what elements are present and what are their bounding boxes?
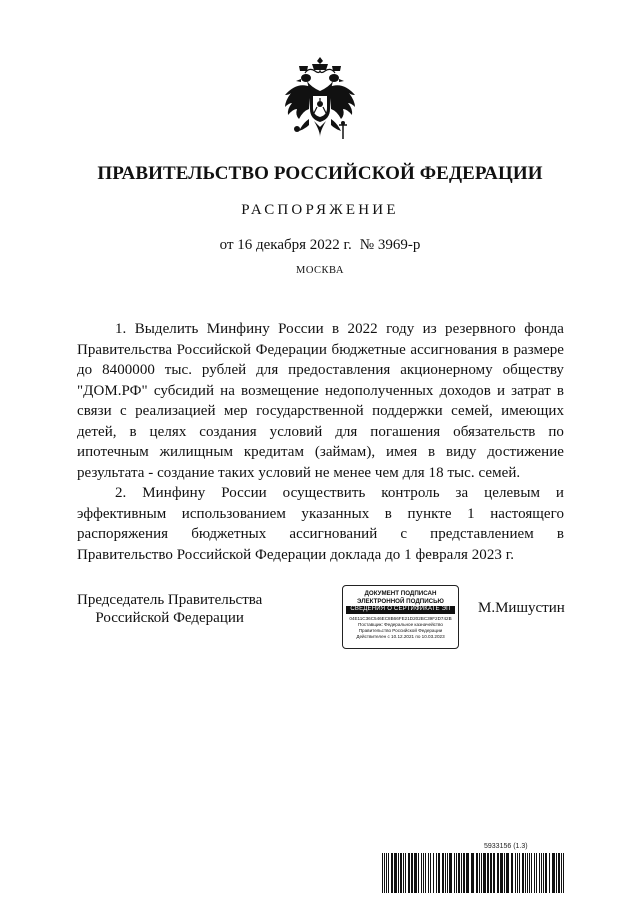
signatory-role-line1: Председатель Правительства (77, 592, 263, 608)
city: МОСКВА (296, 265, 344, 276)
signatory-role-line2: Российской Федерации (95, 610, 244, 626)
paragraph-2: 2. Минфину России осуществить контроль за целевым и эффективным использованием указанных в пункте 1 настоящего распоряжения бюджетных ассигнований с представлением в Правительство Российской Федерации доклада до 1 февраля 2023 г. (77, 485, 564, 563)
paragraph-1: 1. Выделить Минфину России в 2022 году из резервного фонда Правительства Российской Федерации бюджетные ассигнования в размере до 8400000 тыс. рублей для предоставления акционерному обществу "ДОМ.РФ" субсидий на возмещение недополученных доходов и затрат в связи с реализацией мер государственной поддержки семей, имеющих детей, в целях создания условий для погашения обязательств по ипотечным жилищным кредитам (займам), имея в виду достижение результата - создание таких условий не менее чем для 18 тыс. семей. (77, 321, 564, 481)
stamp-issuer-line1: Поставщик: Федеральное казначейство (358, 621, 443, 627)
coat-of-arms-icon (281, 55, 359, 150)
document-number: № 3969-р (359, 237, 421, 253)
electronic-signature-stamp (342, 585, 459, 649)
document-body (77, 319, 564, 565)
document-type: РАСПОРЯЖЕНИЕ (241, 202, 399, 218)
barcode-icon (382, 853, 566, 893)
signatory-name: М.Мишустин (478, 600, 565, 616)
stamp-line1: ДОКУМЕНТ ПОДПИСАН (364, 590, 437, 597)
stamp-issuer-line2: Правительство Российской Федерации (358, 627, 443, 633)
barcode-number: 5933156 (1.3) (484, 843, 528, 850)
stamp-serial: 04E11C36C546EC8B66FE21D202BC39F2D742B (349, 615, 452, 621)
stamp-certificate-bar: СВЕДЕНИЯ О СЕРТИФИКАТЕ ЭП (346, 606, 455, 614)
document-date: от 16 декабря 2022 г. (219, 237, 352, 253)
stamp-line2: ЭЛЕКТРОННОЙ ПОДПИСЬЮ (357, 597, 444, 605)
signatory-role (77, 591, 262, 627)
government-title: ПРАВИТЕЛЬСТВО РОССИЙСКОЙ ФЕДЕРАЦИИ (97, 163, 543, 184)
document-date-line (0, 237, 640, 254)
stamp-validity: Действителен с 10.12.2021 по 10.03.2023 (356, 634, 445, 640)
